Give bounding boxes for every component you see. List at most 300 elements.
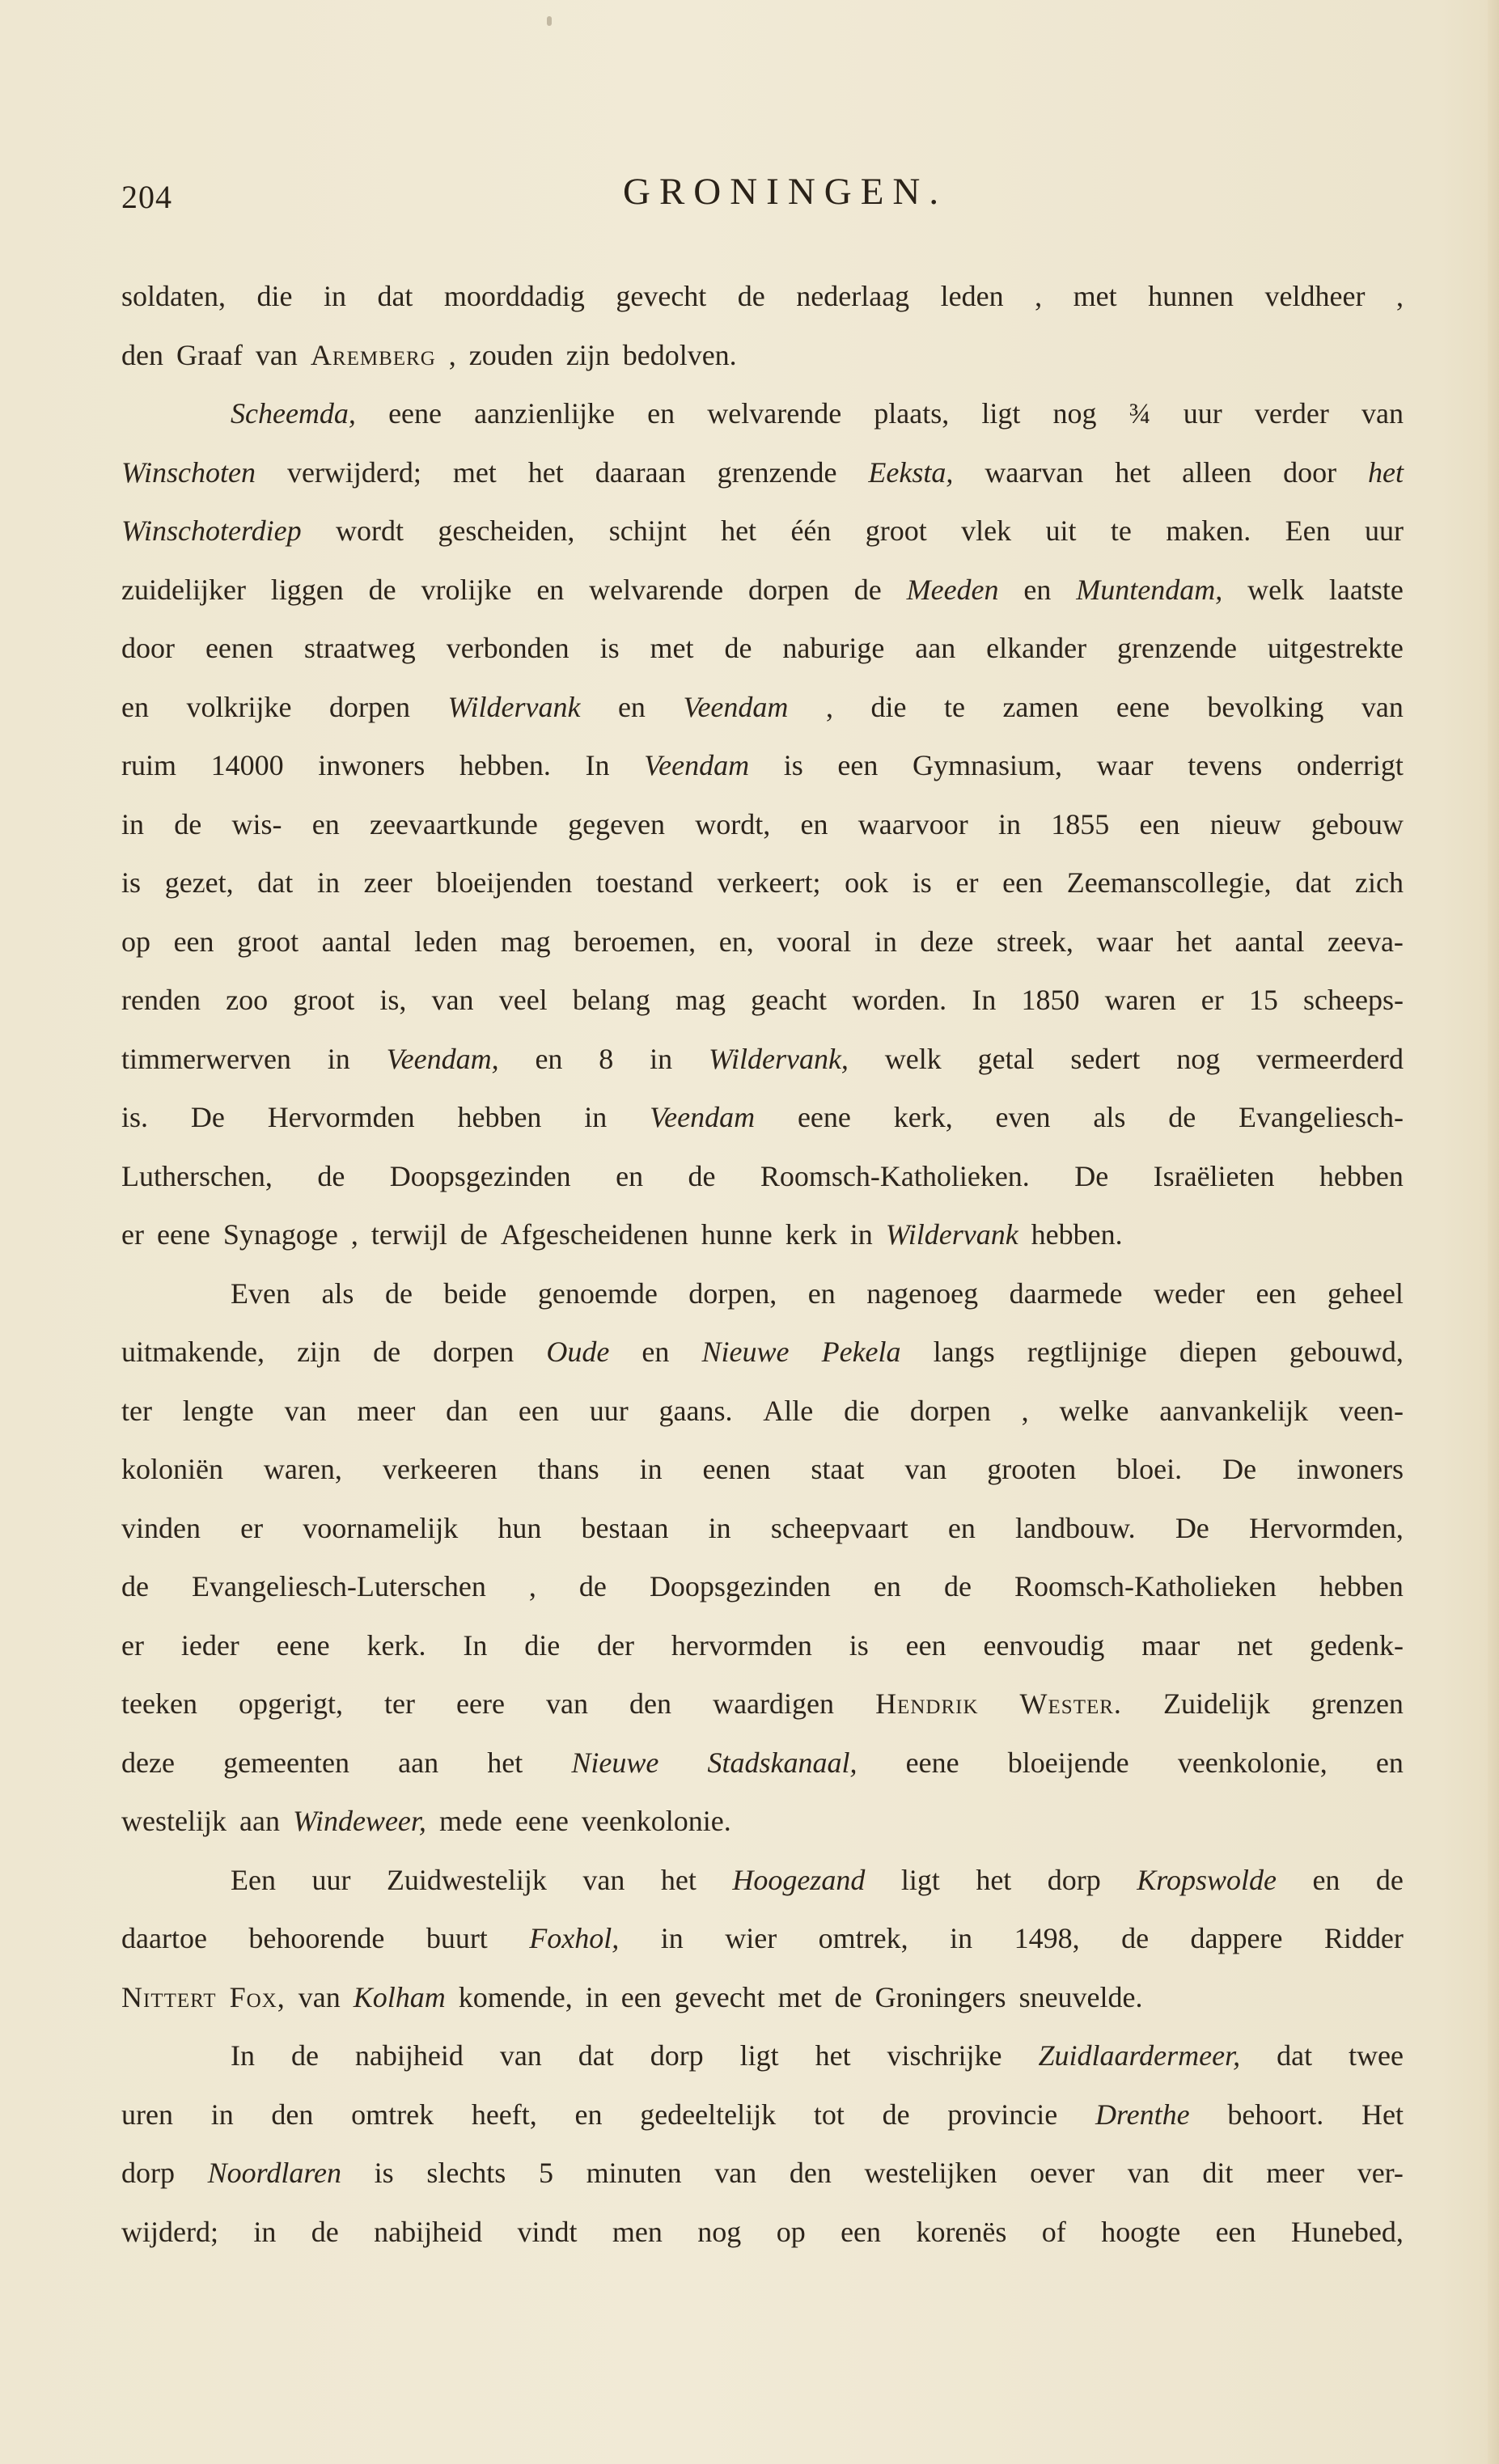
word: er [955,866,979,899]
text-line [121,1030,1404,1089]
word: in [323,280,346,312]
word: thans [537,1453,599,1485]
word: uur [1364,514,1404,547]
word: ¾ [1128,397,1151,430]
word: dorp [650,2039,704,2072]
word: Hendrik [875,1687,979,1720]
word: uur [589,1394,629,1427]
word: bloeijende [1007,1746,1129,1779]
word: leden [940,280,1004,312]
word: is [849,1628,869,1662]
word: provincie [947,2098,1058,2131]
word: ruim [121,749,176,781]
word: zamen [1002,690,1079,723]
word: en [800,807,828,840]
word: en [947,1511,976,1544]
word: Even [231,1276,290,1310]
word: welvarende [707,397,842,430]
text-line [121,736,1404,795]
word: verbonden [446,632,570,664]
word: Foxhol, [529,1922,620,1954]
word: dorpen [329,690,410,723]
word: Scheemda, [231,397,356,430]
word: het [1368,455,1404,489]
word: scheepvaart [770,1511,908,1544]
word: Aremberg [310,338,436,371]
word: de [121,1570,149,1602]
text-line [121,1147,1404,1206]
text-line [121,912,1404,972]
word: geacht [751,984,828,1016]
word: waar [1096,925,1154,958]
word: beroemen, [574,925,697,958]
word: en [807,1276,836,1310]
word: vinden [121,1511,201,1544]
word: langs [933,1336,995,1368]
text-line [121,1323,1404,1382]
word: veen- [1339,1394,1404,1427]
word: in [650,1042,673,1075]
word: er [121,1628,144,1662]
word: in [874,925,897,958]
word: door [1283,455,1337,489]
word: behoort. [1227,2098,1324,2131]
word: zijn [565,338,610,371]
word: dorp [121,2157,175,2189]
word: Wildervank [885,1218,1018,1251]
word: veenkolonie, [1177,1746,1328,1779]
text-line [121,2203,1404,2262]
word: zijn [297,1336,341,1368]
word: het [721,514,757,547]
word: en [616,1159,644,1192]
word: veenkolonie. [581,1805,731,1837]
word: in [210,2098,234,2131]
page-number: 204 [121,179,172,215]
word: gebouwd, [1289,1336,1404,1368]
word: buurt [426,1922,488,1954]
word: , [1395,280,1404,312]
word: de [834,1980,862,2013]
word: beide [443,1276,507,1310]
word: behoorende [248,1922,385,1954]
word: Drenthe [1095,2098,1190,2131]
word: waarvan [985,455,1084,489]
word: , [1035,280,1043,312]
word: verkeeren [382,1453,498,1485]
word: gebouw [1311,807,1404,840]
word: Stadskanaal, [707,1746,857,1779]
word: grenzende [1117,632,1237,664]
word: van [284,1394,327,1427]
word: gedeeltelijk [640,2098,777,2131]
running-title: GRONINGEN. [623,171,948,213]
word: Synagoge [222,1218,338,1251]
word: is. [121,1101,149,1133]
word: aan [398,1746,439,1779]
word: gedenk- [1309,1628,1404,1662]
word: Veendam [644,749,750,781]
page-edge [1488,0,1499,2464]
word: uit [1045,514,1077,547]
word: een [173,925,214,958]
word: Muntendam, [1076,573,1223,606]
word: nog [1052,397,1097,430]
word: ligt [981,397,1021,430]
word: sedert [1070,1042,1141,1075]
word: Eeksta, [868,455,954,489]
word: dorpen [909,1394,991,1427]
text-line [121,1499,1404,1558]
word: de [459,1218,488,1251]
word: 1855 [1051,807,1110,840]
word: getal [977,1042,1035,1075]
word: renden [121,984,201,1016]
word: op [121,925,150,958]
word: welk [1247,573,1305,606]
word: met [777,1980,822,2013]
word: in [584,1101,608,1133]
text-line [121,1616,1404,1675]
word: is [599,632,620,664]
word: van [1361,690,1404,723]
body-text [121,267,1404,2261]
word: grooten [987,1453,1077,1485]
word: waar [1096,749,1154,781]
word: hebben [1319,1159,1404,1192]
word: deze [121,1746,175,1779]
word: hun [498,1511,542,1544]
word: voornamelijk [303,1511,459,1544]
word: Fox, [229,1980,286,2013]
word: nabijheid [374,2215,483,2248]
word: twee [1349,2039,1404,2072]
word: dorp [1047,1863,1101,1896]
word: geheel [1327,1276,1404,1310]
word: Graaf [176,338,243,371]
word: In [585,749,610,781]
word: Oude [546,1336,610,1368]
word: de [724,632,752,664]
word: en, [718,925,754,958]
word: eene [905,1746,959,1779]
word: bloei. [1116,1453,1183,1485]
word: tevens [1188,749,1263,781]
word: Noordlaren [207,2157,341,2189]
word: weder [1154,1276,1225,1310]
word: van [298,1980,341,2013]
word: van [431,984,474,1016]
word: hebben. [459,749,551,781]
word: toestand [595,866,693,899]
word: Israëlieten [1153,1159,1275,1192]
word: waren [1104,984,1176,1016]
word: er [240,1511,264,1544]
word: straatweg [303,632,416,664]
word: de [384,1276,413,1310]
text-line [121,384,1404,443]
word: worden. [852,984,947,1016]
word: zeer [363,866,413,899]
text-line [121,443,1404,502]
word: wordt [336,514,404,547]
word: eene [388,397,442,430]
word: een [1002,866,1044,899]
word: Veendam [650,1101,756,1133]
word: gevecht [674,1980,765,2013]
word: den [629,1687,672,1720]
word: diepen [1179,1336,1257,1368]
word: Ridder [1323,1922,1404,1954]
word: in [639,1453,663,1485]
word: in [316,866,340,899]
word: eene [514,1805,569,1837]
word: er [121,1218,144,1251]
word: het [1175,925,1212,958]
word: plaats, [874,397,950,430]
word: is [121,866,142,899]
word: schijnt [608,514,687,547]
word: Veendam [683,690,789,723]
word: het [660,1863,697,1896]
word: Zuidwestelijk [386,1863,547,1896]
word: volkrijke [186,690,292,723]
word: te [943,690,965,723]
text-line [121,1264,1404,1323]
word: vooral [777,925,852,958]
word: eene [797,1101,851,1133]
word: Gymnasium, [913,749,1063,781]
word: sneuvelde. [1018,1980,1143,2013]
word: zeeva- [1328,925,1404,958]
word: hervormden [671,1628,812,1662]
word: Windeweer, [292,1805,426,1837]
word: een [1215,2215,1256,2248]
word: dorpen, [688,1276,777,1310]
word: omtrek, [818,1922,908,1954]
word: hoogte [1101,2215,1181,2248]
word: gevecht [616,280,707,312]
word: welk [884,1042,942,1075]
word: de [688,1159,716,1192]
word: soldaten, [121,280,226,312]
word: ter [384,1687,415,1720]
word: net [1237,1628,1273,1662]
text-line [121,1792,1404,1851]
word: een [905,1628,946,1662]
word: nog [697,2215,742,2248]
text-line [121,2144,1404,2203]
word: De [190,1101,225,1133]
word: het [976,1863,1012,1896]
word: die [524,1628,561,1662]
word: 14000 [210,749,284,781]
word: het [815,2039,851,2072]
word: ligt [739,2039,779,2072]
word: gemeenten [223,1746,349,1779]
word: Veendam, [386,1042,499,1075]
word: aanzienlijke [474,397,616,430]
word: van [582,1863,625,1896]
word: koloniën [121,1453,223,1485]
word: Pekela [821,1336,901,1368]
word: belang [572,984,650,1016]
word: en [617,690,646,723]
word: maar [1141,1628,1200,1662]
word: een [837,749,879,781]
text-line [121,267,1404,326]
word: dat [1295,866,1332,899]
word: met [650,632,694,664]
word: de [1375,1863,1404,1896]
word: veldheer [1264,280,1366,312]
word: Kolham [353,1980,446,2013]
word: in [997,807,1021,840]
word: 5 [538,2157,553,2189]
word: ieder [180,1628,239,1662]
text-line [121,2085,1404,2144]
word: door [121,632,175,664]
word: Hunebed, [1290,2215,1404,2248]
word: timmerwerven [121,1042,291,1075]
word: Kropswolde [1137,1863,1277,1896]
word: Doopsgezinden [649,1570,831,1602]
word: zich [1354,866,1404,899]
text-line [121,1909,1404,1968]
text-line [121,1205,1404,1264]
word: kerk. [366,1628,426,1662]
word: Evangeliesch-Luterschen [192,1570,486,1602]
text-line [121,2026,1404,2085]
word: inwoners [1297,1453,1404,1485]
word: even [995,1101,1051,1133]
word: op [776,2215,806,2248]
word: naburige [782,632,885,664]
word: liggen [270,573,344,606]
word: , [825,690,833,723]
word: komende, [458,1980,573,2013]
word: deze [920,925,974,958]
word: elkander [986,632,1087,664]
word: , [1021,1394,1029,1427]
word: aantal [1234,925,1305,958]
word: de [311,2215,339,2248]
text-line [121,795,1404,854]
word: tot [813,2098,845,2131]
word: een [1139,807,1180,840]
word: hebben [1319,1570,1404,1602]
word: De [1222,1453,1257,1485]
word: wier [725,1922,777,1954]
word: in [121,807,145,840]
word: en [121,690,149,723]
word: te [1110,514,1132,547]
word: een [620,1980,662,2013]
word: eenen [205,632,273,664]
word: Roomsch-Katholieken [1014,1570,1277,1602]
word: streek, [996,925,1073,958]
word: hebben. [1031,1218,1123,1251]
word: de [317,1159,345,1192]
word: inwoners [318,749,426,781]
word: Nieuwe [701,1336,790,1368]
word: dorpen [433,1336,514,1368]
word: Hervormden [267,1101,415,1133]
word: mede [438,1805,502,1837]
word: Hoogezand [732,1863,866,1896]
word: hunnen [1148,280,1234,312]
word: bevolking [1207,690,1324,723]
word: het [1115,455,1151,489]
word: de [737,280,765,312]
word: meer [1266,2157,1325,2189]
word: dit [1202,2157,1234,2189]
word: onderrigt [1296,749,1404,781]
word: die [844,1394,880,1427]
word: de [174,807,202,840]
word: De [1074,1159,1109,1192]
word: In [231,2039,255,2072]
word: , [350,1218,358,1251]
word: van [255,338,298,371]
word: de [290,2039,319,2072]
text-line [121,853,1404,912]
word: Zeemanscollegie, [1066,866,1272,899]
word: oever [1030,2157,1095,2189]
word: waren, [263,1453,342,1485]
text-line [121,1851,1404,1910]
word: in [253,2215,277,2248]
ink-spot [547,16,552,26]
word: die [256,280,293,312]
word: opgerigt, [238,1687,343,1720]
word: 15 [1248,984,1278,1016]
word: eenen [702,1453,771,1485]
word: slechts [426,2157,506,2189]
word: mag [500,925,551,958]
word: ver- [1357,2157,1404,2189]
word: dat [1277,2039,1313,2072]
word: de [368,573,396,606]
word: nabijheid [354,2039,464,2072]
word: 8 [599,1042,614,1075]
word: Doopsgezinden [389,1159,571,1192]
text-line [121,678,1404,737]
word: Wildervank, [708,1042,849,1075]
word: terwijl [371,1218,447,1251]
word: groot [293,984,355,1016]
word: en [647,397,675,430]
word: Evangeliesch- [1239,1101,1404,1133]
word: meer [357,1394,416,1427]
text-line [121,1557,1404,1616]
word: is [912,866,932,899]
word: is [374,2157,394,2189]
word: ook [845,866,889,899]
word: zeevaartkunde [369,807,538,840]
word: wijderd; [121,2215,218,2248]
word: uur [1183,397,1222,430]
text-line [121,619,1404,678]
word: met [1073,280,1117,312]
word: den [271,2098,314,2131]
word: der [597,1628,635,1662]
word: veel [498,984,548,1016]
word: Hervormden, [1248,1511,1404,1544]
word: gezet, [164,866,234,899]
word: één [790,514,832,547]
word: in [708,1511,731,1544]
